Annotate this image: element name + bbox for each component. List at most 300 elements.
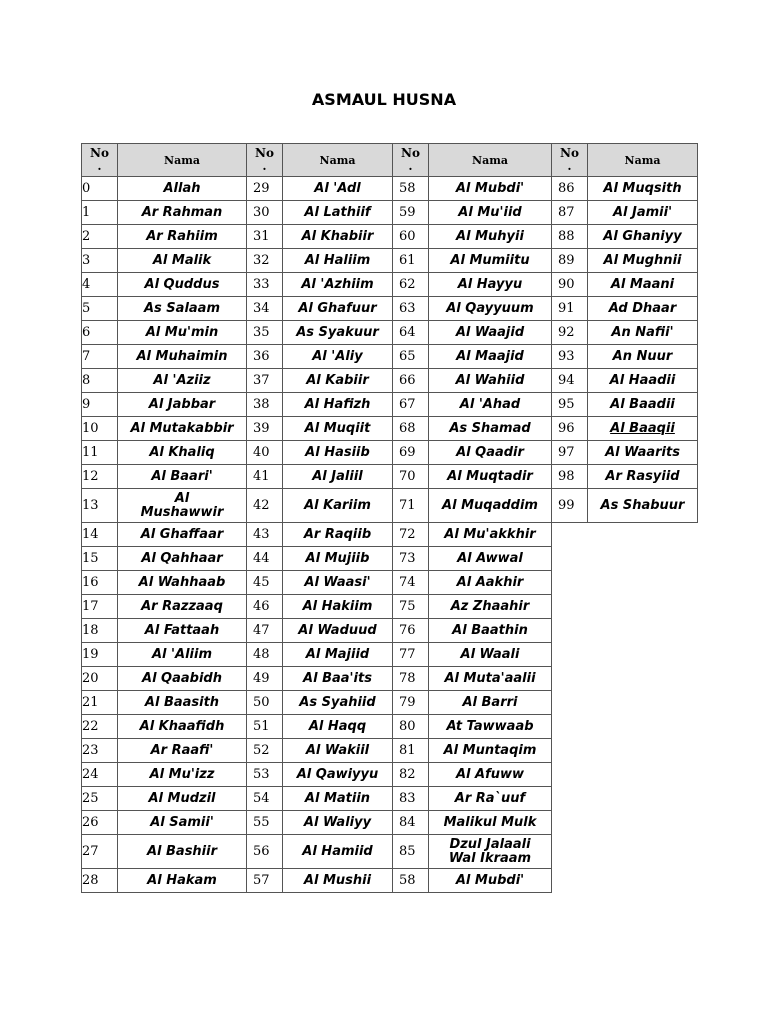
number-text: 99 (558, 498, 575, 513)
number-text: 29 (253, 181, 270, 196)
name-cell (118, 619, 247, 643)
name-text: Al Muqtadir (447, 468, 533, 484)
number-cell (82, 619, 118, 643)
name-text: As Salaam (143, 300, 220, 316)
name-text: Al Mushii (303, 872, 372, 888)
table-row (82, 489, 552, 523)
number-text: 28 (82, 873, 99, 888)
number-cell (393, 835, 429, 869)
name-cell (118, 869, 247, 893)
number-text: 43 (253, 527, 270, 542)
name-cell (283, 417, 393, 441)
name-text: Al Mu'akkhir (444, 526, 536, 542)
number-cell (393, 643, 429, 667)
number-text: 4 (82, 277, 91, 292)
table-row (552, 225, 698, 249)
number-cell (82, 345, 118, 369)
number-text: 11 (82, 445, 99, 460)
number-cell (247, 595, 283, 619)
name-text: Mushawwir (140, 504, 224, 520)
number-cell (393, 201, 429, 225)
name-text: Allah (163, 180, 201, 196)
name-text: Al Hakam (147, 872, 217, 888)
number-cell (82, 787, 118, 811)
table-row (82, 273, 552, 297)
name-cell (588, 369, 698, 393)
name-text: Al Muqsith (603, 180, 682, 196)
name-cell (429, 249, 552, 273)
name-text: Al Hakiim (302, 598, 373, 614)
name-cell (429, 835, 552, 869)
name-cell (429, 465, 552, 489)
name-text: Al Bashiir (146, 843, 218, 859)
name-cell (118, 465, 247, 489)
name-cell (429, 715, 552, 739)
number-cell (552, 441, 588, 465)
name-text: Ar Razzaaq (141, 598, 223, 614)
table-row (552, 273, 698, 297)
number-cell (393, 787, 429, 811)
table-row (82, 547, 552, 571)
name-text: Al Haadii (609, 372, 676, 388)
name-cell (283, 595, 393, 619)
number-text: 91 (558, 301, 575, 316)
name-cell (588, 177, 698, 201)
number-cell (393, 297, 429, 321)
number-text: 21 (82, 695, 99, 710)
number-cell (247, 571, 283, 595)
table-row (552, 465, 698, 489)
table-row (552, 297, 698, 321)
number-cell (82, 177, 118, 201)
name-cell (429, 369, 552, 393)
number-cell (82, 739, 118, 763)
name-cell (588, 297, 698, 321)
number-cell (247, 619, 283, 643)
name-text: Al Baaqii (610, 420, 675, 436)
name-text: Al Afuww (455, 766, 525, 782)
number-cell (552, 465, 588, 489)
name-cell (118, 273, 247, 297)
number-text: 82 (399, 767, 416, 782)
name-cell (588, 345, 698, 369)
number-cell (247, 763, 283, 787)
number-cell (393, 441, 429, 465)
number-text: 58 (399, 873, 416, 888)
column-header-no: No . (393, 144, 429, 177)
number-cell (247, 321, 283, 345)
number-text: 92 (558, 325, 575, 340)
name-cell (283, 835, 393, 869)
number-cell (393, 417, 429, 441)
number-text: 27 (82, 844, 99, 859)
table-row (82, 715, 552, 739)
name-text: Ar Raqiib (303, 526, 372, 542)
number-cell (82, 321, 118, 345)
number-cell (393, 369, 429, 393)
number-text: 20 (82, 671, 99, 686)
table-row (82, 345, 552, 369)
name-cell (429, 571, 552, 595)
name-cell (429, 739, 552, 763)
name-text: Al Awwal (457, 550, 523, 566)
name-text: Al Hafizh (304, 396, 371, 412)
name-cell (283, 201, 393, 225)
name-cell (283, 441, 393, 465)
number-text: 35 (253, 325, 270, 340)
table-row (552, 369, 698, 393)
number-text: 15 (82, 551, 99, 566)
name-cell (118, 715, 247, 739)
number-cell (393, 667, 429, 691)
number-text: 10 (82, 421, 99, 436)
name-text: Al Waliyy (303, 814, 372, 830)
number-cell (247, 201, 283, 225)
number-cell (393, 225, 429, 249)
name-text: Al Aakhir (456, 574, 524, 590)
name-cell (283, 869, 393, 893)
table-row (552, 201, 698, 225)
table-row (552, 249, 698, 273)
name-text: Al Muqiit (304, 420, 371, 436)
number-cell (82, 393, 118, 417)
name-cell (118, 489, 247, 523)
name-text: Al Waduud (298, 622, 377, 638)
name-text: Al 'Azhiim (301, 276, 374, 292)
name-text: Al Hasiib (305, 444, 370, 460)
name-cell (118, 393, 247, 417)
name-text: Az Zhaahir (450, 598, 530, 614)
name-text: Al Mu'izz (149, 766, 215, 782)
name-text: Dzul Jalaali (449, 836, 531, 852)
table-row (82, 811, 552, 835)
table-header-row (82, 144, 552, 177)
number-text: 87 (558, 205, 575, 220)
name-cell (118, 321, 247, 345)
name-text: Al Khabiir (301, 228, 374, 244)
number-cell (393, 739, 429, 763)
number-cell (247, 345, 283, 369)
name-cell (429, 201, 552, 225)
name-cell (588, 393, 698, 417)
table-row (82, 763, 552, 787)
name-cell (118, 667, 247, 691)
number-cell (393, 393, 429, 417)
number-cell (393, 691, 429, 715)
number-text: 25 (82, 791, 99, 806)
number-cell (247, 465, 283, 489)
name-cell (283, 297, 393, 321)
name-cell (118, 177, 247, 201)
number-text: 67 (399, 397, 416, 412)
name-text: Al Barri (462, 694, 518, 710)
name-cell (118, 763, 247, 787)
number-cell (247, 393, 283, 417)
name-text: Al Samii' (150, 814, 214, 830)
name-text: Al Jabbar (148, 396, 216, 412)
number-text: 72 (399, 527, 416, 542)
number-cell (82, 571, 118, 595)
name-text: Al Haqq (308, 718, 367, 734)
number-cell (552, 273, 588, 297)
number-cell (82, 441, 118, 465)
name-cell (283, 345, 393, 369)
table-row (82, 869, 552, 893)
table-row (552, 177, 698, 201)
number-text: 26 (82, 815, 99, 830)
name-cell (283, 369, 393, 393)
number-text: 77 (399, 647, 416, 662)
name-text: Al 'Ahad (459, 396, 521, 412)
name-cell (283, 225, 393, 249)
name-cell (283, 739, 393, 763)
table-row (82, 595, 552, 619)
number-text: 9 (82, 397, 91, 412)
name-text: Al Wahhaab (138, 574, 226, 590)
name-text: Al Khaliq (149, 444, 215, 460)
number-text: 16 (82, 575, 99, 590)
name-text: Al Maani (610, 276, 675, 292)
name-cell (429, 273, 552, 297)
name-text: As Shabuur (600, 497, 685, 513)
number-text: 63 (399, 301, 416, 316)
name-cell (118, 441, 247, 465)
table-row (82, 393, 552, 417)
number-cell (247, 667, 283, 691)
page-title: ASMAUL HUSNA (311, 90, 457, 109)
name-text: As Shamad (449, 420, 531, 436)
number-cell (552, 177, 588, 201)
name-text: Al Wahiid (455, 372, 525, 388)
number-cell (393, 869, 429, 893)
name-cell (118, 835, 247, 869)
name-cell (283, 393, 393, 417)
name-text: Al Lathiif (304, 204, 371, 220)
number-text: 81 (399, 743, 416, 758)
name-cell (429, 345, 552, 369)
number-cell (82, 547, 118, 571)
number-cell (247, 869, 283, 893)
number-text: 39 (253, 421, 270, 436)
number-cell (552, 417, 588, 441)
name-cell (588, 249, 698, 273)
name-cell (118, 739, 247, 763)
table-row (552, 441, 698, 465)
name-text: Al Khaafidh (139, 718, 225, 734)
table-row (82, 201, 552, 225)
name-text: Al Qaabidh (142, 670, 222, 686)
name-text: Al Mubdi' (455, 180, 525, 196)
number-text: 47 (253, 623, 270, 638)
name-text: Al Baari' (151, 468, 213, 484)
table-row (82, 835, 552, 869)
number-cell (393, 523, 429, 547)
table-row (82, 249, 552, 273)
name-cell (429, 225, 552, 249)
name-text: Ar Ra`uuf (454, 790, 526, 806)
number-text: 5 (82, 301, 91, 316)
number-text: 31 (253, 229, 270, 244)
name-cell (429, 393, 552, 417)
number-text: 85 (399, 844, 416, 859)
number-cell (247, 441, 283, 465)
number-text: 94 (558, 373, 575, 388)
name-cell (429, 177, 552, 201)
name-text: Al Qawiyyu (296, 766, 379, 782)
names-table-main (81, 143, 552, 893)
name-text: Al Maajid (456, 348, 524, 364)
number-text: 40 (253, 445, 270, 460)
table-row (82, 619, 552, 643)
number-text: 33 (253, 277, 270, 292)
number-text: 50 (253, 695, 270, 710)
number-text: 93 (558, 349, 575, 364)
name-text: Al Muta'aalii (444, 670, 536, 686)
number-cell (82, 225, 118, 249)
number-cell (247, 811, 283, 835)
name-cell (283, 667, 393, 691)
name-cell (118, 787, 247, 811)
number-cell (393, 571, 429, 595)
number-text: 44 (253, 551, 270, 566)
number-cell (552, 345, 588, 369)
number-cell (247, 369, 283, 393)
name-cell (429, 547, 552, 571)
number-cell (82, 489, 118, 523)
number-cell (82, 297, 118, 321)
number-text: 54 (253, 791, 270, 806)
table-row (82, 417, 552, 441)
table-row (82, 441, 552, 465)
number-cell (552, 297, 588, 321)
name-cell (118, 811, 247, 835)
number-text: 14 (82, 527, 99, 542)
name-cell (429, 595, 552, 619)
name-cell (429, 691, 552, 715)
number-cell (82, 201, 118, 225)
name-cell (429, 619, 552, 643)
number-text: 19 (82, 647, 99, 662)
number-text: 71 (399, 498, 416, 513)
name-text: Al Kabiir (306, 372, 369, 388)
name-text: Al Quddus (144, 276, 220, 292)
number-cell (393, 177, 429, 201)
number-cell (82, 667, 118, 691)
name-text: Al Baa'its (303, 670, 372, 686)
number-text: 59 (399, 205, 416, 220)
number-cell (247, 739, 283, 763)
number-text: 45 (253, 575, 270, 590)
column-header-nama: Nama (118, 144, 247, 177)
name-cell (283, 273, 393, 297)
number-cell (393, 321, 429, 345)
number-text: 89 (558, 253, 575, 268)
table-row (82, 643, 552, 667)
number-text: 55 (253, 815, 270, 830)
number-cell (552, 321, 588, 345)
name-text: At Tawwaab (446, 718, 534, 734)
number-text: 42 (253, 498, 270, 513)
number-cell (393, 595, 429, 619)
number-cell (82, 643, 118, 667)
name-text: Al Qayyuum (446, 300, 534, 316)
number-cell (247, 225, 283, 249)
name-text: Al Mu'min (145, 324, 219, 340)
name-text: Al (174, 490, 190, 506)
names-table-right (551, 143, 698, 523)
number-cell (82, 273, 118, 297)
number-cell (82, 763, 118, 787)
name-cell (588, 489, 698, 523)
number-cell (247, 715, 283, 739)
number-text: 2 (82, 229, 91, 244)
name-text: Ar Rahiim (146, 228, 218, 244)
table-row (552, 489, 698, 523)
number-cell (82, 811, 118, 835)
name-cell (429, 523, 552, 547)
name-text: Al Mudzil (148, 790, 216, 806)
name-text: Al Waajid (455, 324, 525, 340)
name-cell (283, 763, 393, 787)
number-text: 22 (82, 719, 99, 734)
number-cell (82, 249, 118, 273)
number-cell (247, 787, 283, 811)
name-text: Al Fattaah (144, 622, 220, 638)
number-text: 52 (253, 743, 270, 758)
number-text: 1 (82, 205, 91, 220)
name-text: Al Mujiib (305, 550, 370, 566)
number-text: 79 (399, 695, 416, 710)
number-cell (247, 489, 283, 523)
table-row (552, 393, 698, 417)
number-cell (82, 835, 118, 869)
column-header-nama: Nama (588, 144, 698, 177)
name-text: Al Qaadir (456, 444, 524, 460)
table-row (82, 523, 552, 547)
name-text: Al Ghafuur (298, 300, 377, 316)
number-cell (247, 523, 283, 547)
name-cell (118, 225, 247, 249)
number-text: 3 (82, 253, 91, 268)
column-header-nama: Nama (283, 144, 393, 177)
number-cell (247, 297, 283, 321)
name-cell (429, 643, 552, 667)
table-row (82, 297, 552, 321)
name-cell (588, 225, 698, 249)
table-row (82, 321, 552, 345)
name-text: Al Ghaffaar (140, 526, 224, 542)
number-text: 24 (82, 767, 99, 782)
table-row (82, 691, 552, 715)
number-text: 84 (399, 815, 416, 830)
name-cell (283, 489, 393, 523)
name-text: As Syakuur (296, 324, 379, 340)
name-cell (118, 417, 247, 441)
number-text: 56 (253, 844, 270, 859)
name-cell (118, 691, 247, 715)
number-text: 37 (253, 373, 270, 388)
name-text: Al Matiin (304, 790, 371, 806)
number-text: 60 (399, 229, 416, 244)
number-text: 62 (399, 277, 416, 292)
number-text: 0 (82, 181, 91, 196)
name-text: Al Baathin (452, 622, 528, 638)
name-cell (283, 811, 393, 835)
number-text: 76 (399, 623, 416, 638)
name-text: Al Waali (460, 646, 520, 662)
name-cell (118, 547, 247, 571)
table-row (552, 417, 698, 441)
